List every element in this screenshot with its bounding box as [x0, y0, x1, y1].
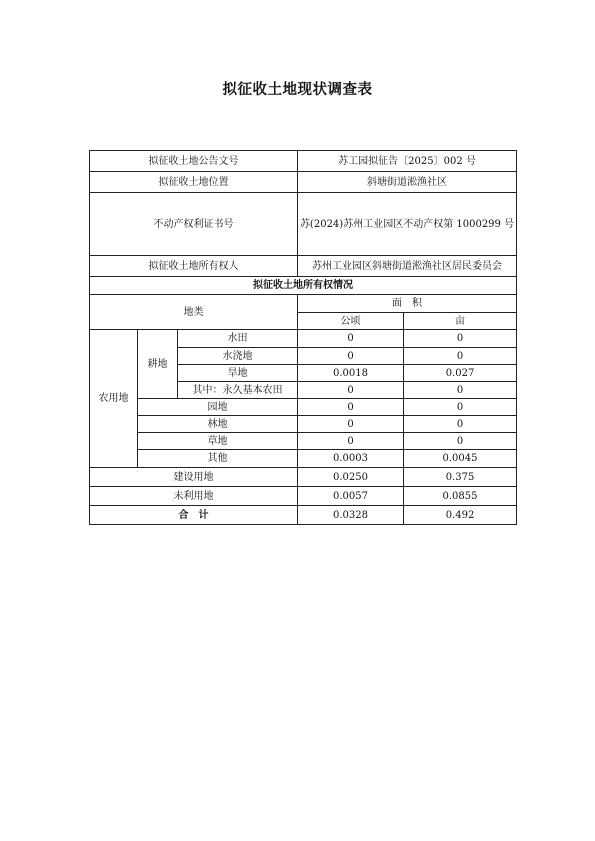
land-type-header: 地类 — [90, 295, 298, 330]
hectare-value: 0 — [298, 330, 404, 348]
hectare-value: 0 — [298, 348, 404, 365]
land-type-name: 园地 — [138, 399, 298, 416]
table-row — [90, 433, 517, 450]
info-label: 不动产权利证书号 — [90, 193, 298, 256]
hectare-header: 公顷 — [298, 313, 404, 330]
land-type-name: 林地 — [138, 416, 298, 433]
mu-value: 0 — [404, 399, 517, 416]
land-type-name: 水田 — [178, 330, 298, 348]
info-row — [90, 193, 517, 256]
table-row — [90, 399, 517, 416]
table-row — [90, 487, 517, 506]
total-row — [90, 506, 517, 525]
info-value: 苏(2024)苏州工业园区不动产权第 1000299 号 — [298, 193, 517, 256]
hectare-value: 0 — [298, 382, 404, 399]
info-label: 拟征收土地位置 — [90, 172, 298, 193]
hectare-value: 0.0018 — [298, 365, 404, 382]
mu-value: 0.027 — [404, 365, 517, 382]
land-type-name: 其中：永久基本农田 — [178, 382, 298, 399]
mu-value: 0.0855 — [404, 487, 517, 506]
page-title: 拟征收土地现状调查表 — [222, 82, 373, 98]
total-mu: 0.492 — [404, 506, 517, 525]
land-survey-table — [89, 150, 517, 525]
land-type-name: 水浇地 — [178, 348, 298, 365]
mu-value: 0.0045 — [404, 450, 517, 468]
info-row — [90, 172, 517, 193]
header-row — [90, 295, 517, 313]
land-type-name: 草地 — [138, 433, 298, 450]
info-row — [90, 151, 517, 172]
total-label: 合 计 — [90, 506, 298, 525]
hectare-value: 0 — [298, 416, 404, 433]
hectare-value: 0 — [298, 399, 404, 416]
info-row — [90, 256, 517, 277]
info-value: 苏工园拟征告〔2025〕002 号 — [298, 151, 517, 172]
info-label: 拟征收土地公告文号 — [90, 151, 298, 172]
info-value: 苏州工业园区斜塘街道淞渔社区居民委员会 — [298, 256, 517, 277]
mu-value: 0 — [404, 433, 517, 450]
mu-value: 0 — [404, 416, 517, 433]
section-title: 拟征收土地所有权情况 — [90, 277, 517, 295]
table-row — [90, 330, 517, 348]
hectare-value: 0.0057 — [298, 487, 404, 506]
mu-value: 0 — [404, 348, 517, 365]
agri-land-label: 农用地 — [90, 330, 138, 468]
hectare-value: 0.0003 — [298, 450, 404, 468]
section-row — [90, 277, 517, 295]
land-type-name: 其他 — [138, 450, 298, 468]
hectare-value: 0.0250 — [298, 468, 404, 487]
mu-header: 亩 — [404, 313, 517, 330]
table-row — [90, 416, 517, 433]
mu-value: 0 — [404, 382, 517, 399]
info-value: 斜塘街道淞渔社区 — [298, 172, 517, 193]
land-type-name: 旱地 — [178, 365, 298, 382]
mu-value: 0 — [404, 330, 517, 348]
info-label: 拟征收土地所有权人 — [90, 256, 298, 277]
table-row — [90, 450, 517, 468]
total-hectare: 0.0328 — [298, 506, 404, 525]
land-type-name: 未利用地 — [90, 487, 298, 506]
mu-value: 0.375 — [404, 468, 517, 487]
area-header: 面 积 — [298, 295, 517, 313]
table-row — [90, 468, 517, 487]
land-type-name: 建设用地 — [90, 468, 298, 487]
farmland-label: 耕地 — [138, 330, 178, 399]
hectare-value: 0 — [298, 433, 404, 450]
